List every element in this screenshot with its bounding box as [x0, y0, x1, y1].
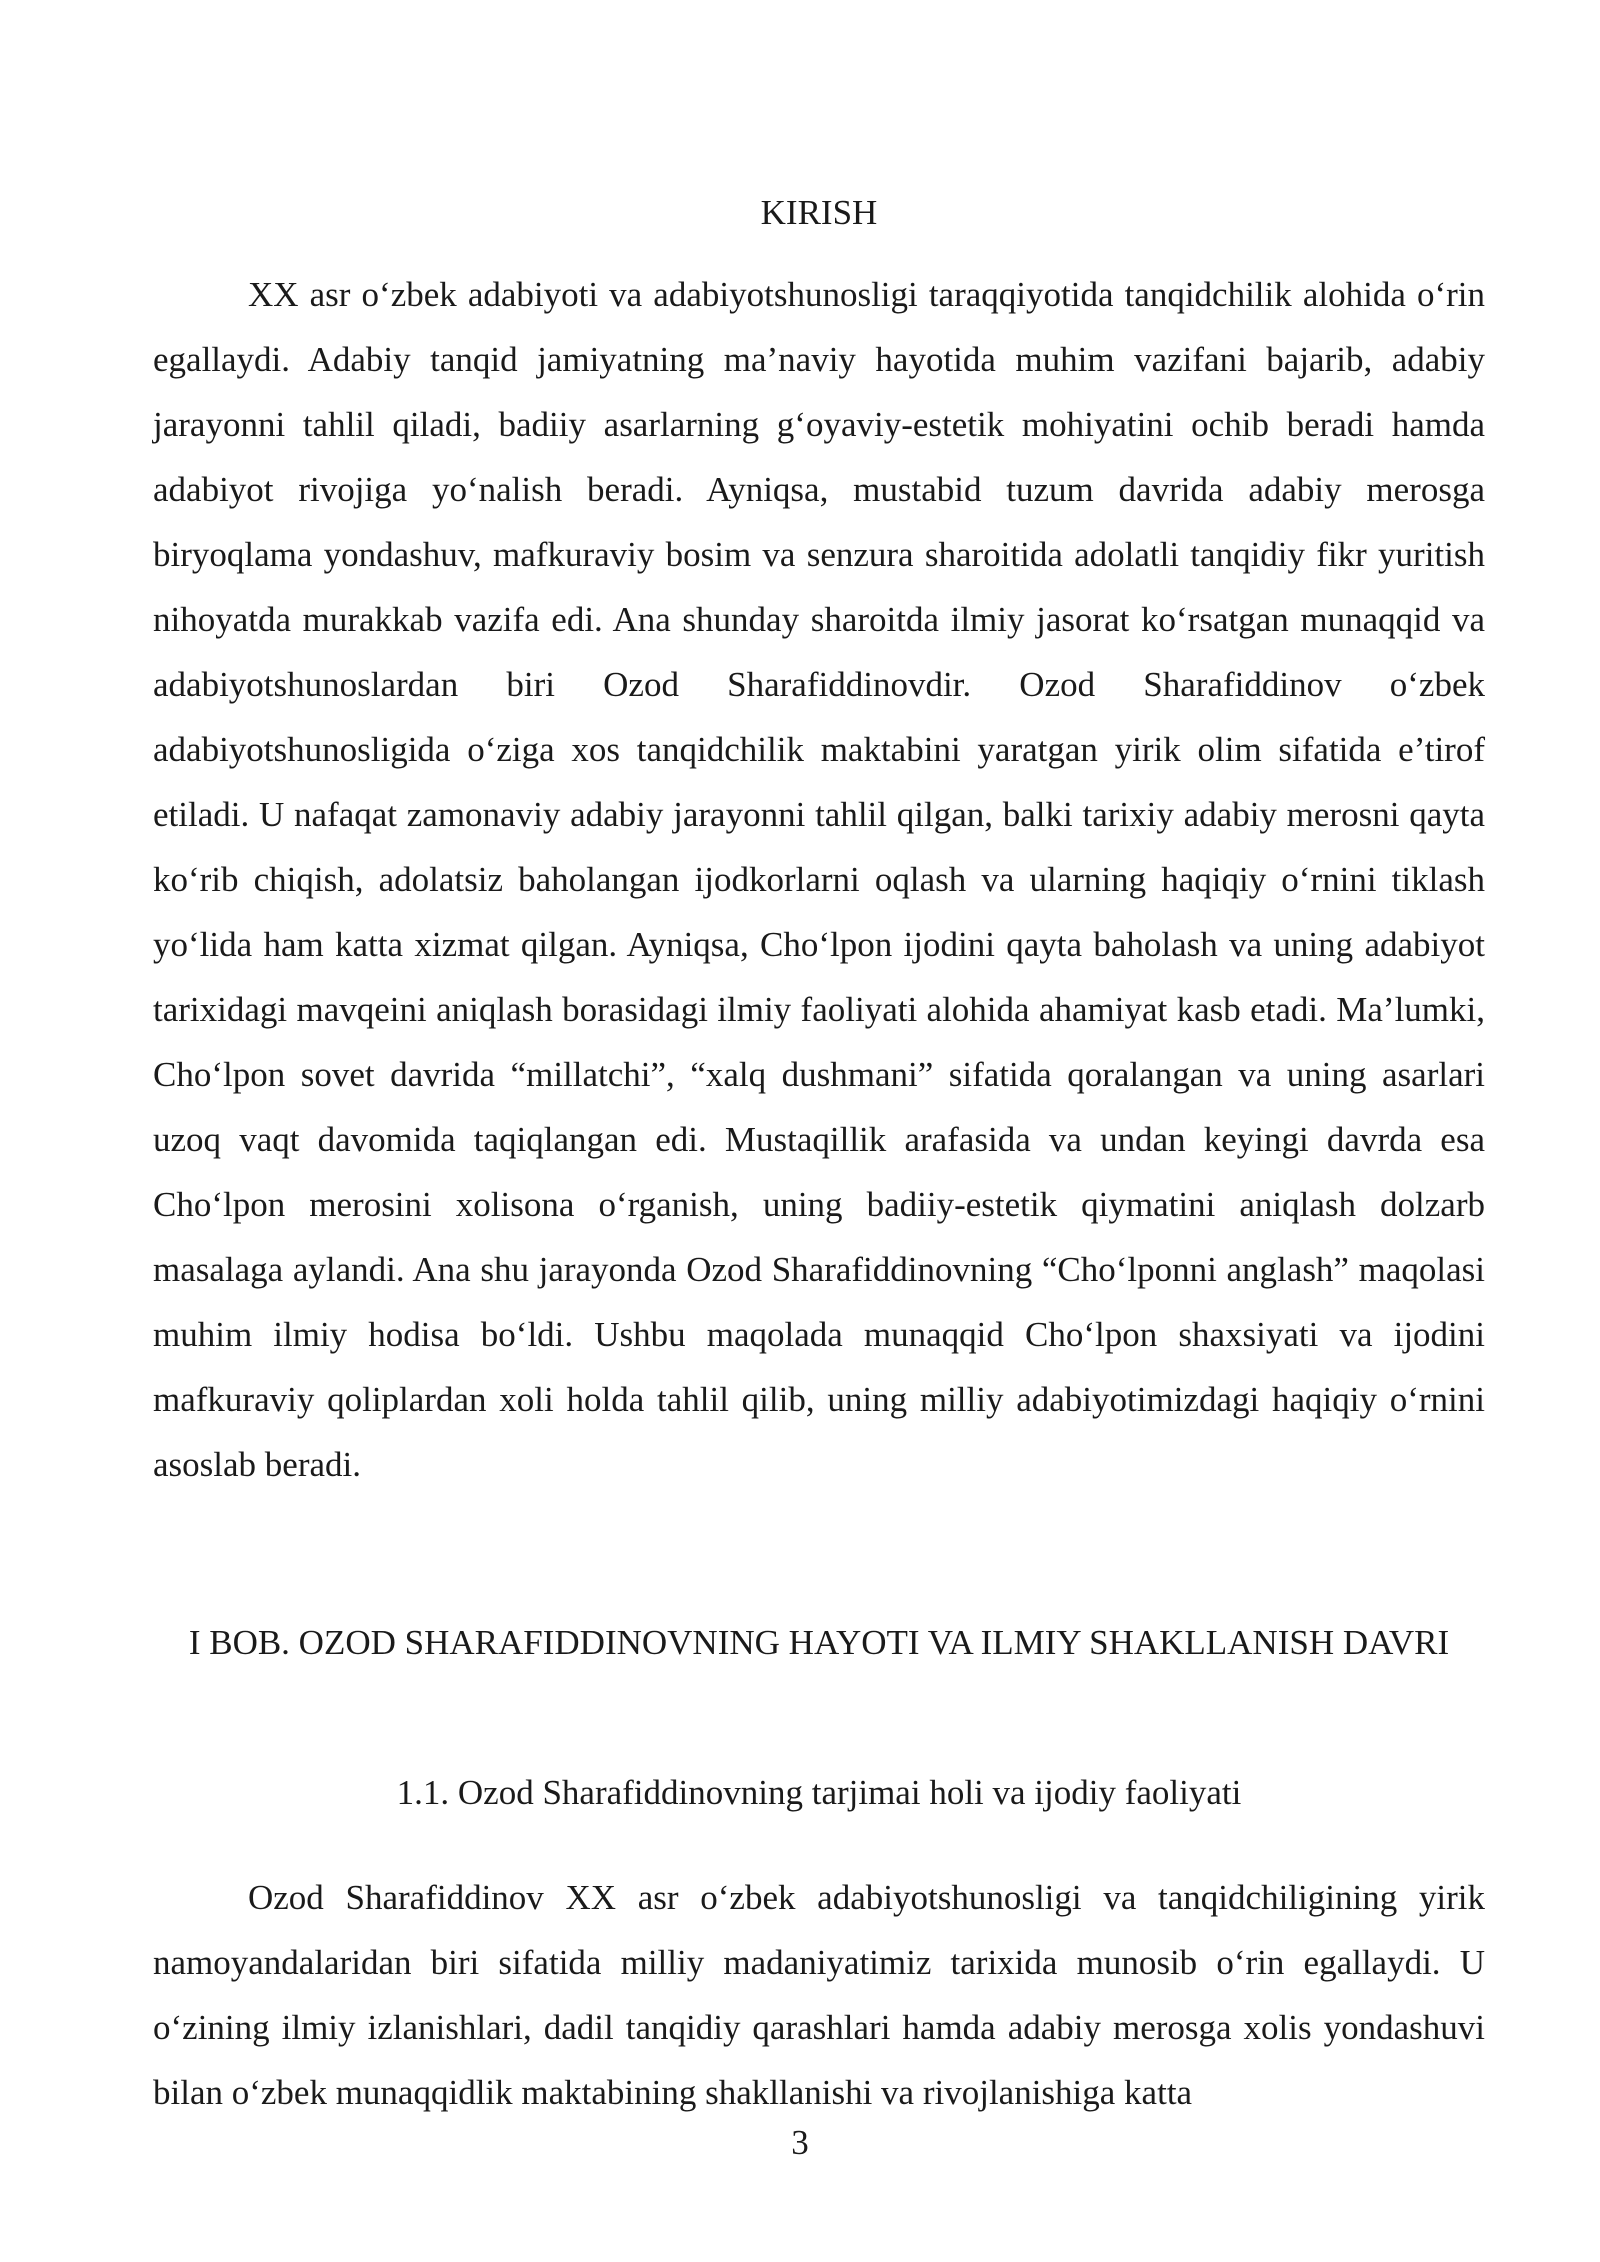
intro-paragraph: XX asr o‘zbek adabiyoti va adabiyotshunosligi taraqqiyotida tanqidchilik alohida o‘rin egallaydi. Adabiy tanqid jamiyatning ma’naviy hayotida muhim vazifani bajarib, adabiy jarayonni tahlil qiladi, badiiy asarlarning g‘oyaviy-estetik mohiyatini ochib beradi hamda adabiyot rivojiga yo‘nalish beradi. Ayniqsa, mustabid tuzum davrida adabiy merosga biryoqlama yondashuv, mafkuraviy bosim va senzura sharoitida adolatli tanqidiy fikr yuritish nihoyatda murakkab vazifa edi. Ana shunday sharoitda ilmiy jasorat ko‘rsatgan munaqqid va adabiyotshunoslardan biri Ozod Sharafiddinovdir. Ozod Sharafiddinov o‘zbek adabiyotshunosligida o‘ziga xos tanqidchilik maktabini yaratgan yirik olim sifatida e’tirof etiladi. U nafaqat zamonaviy adabiy jarayonni tahlil qilgan, balki tarixiy adabiy merosni qayta ko‘rib chiqish, adolatsiz baholangan ijodkorlarni oqlash va ularning haqiqiy o‘rnini tiklash yo‘lida ham katta xizmat qilgan. Ayniqsa, Cho‘lpon ijodini qayta baholash va uning adabiyot tarixidagi mavqeini aniqlash borasidagi ilmiy faoliyati alohida ahamiyat kasb etadi. Ma’lumki, Cho‘lpon sovet davrida “millatchi”, “xalq dushmani” sifatida qoralangan va uning asarlari uzoq vaqt davomida taqiqlangan edi. Mustaqillik arafasida va undan keyingi davrda esa Cho‘lpon merosini xolisona o‘rganish, uning badiiy-estetik qiymatini aniqlash dolzarb masalaga aylandi. Ana shu jarayonda Ozod Sharafiddinovning “Cho‘lponni anglash” maqolasi muhim ilmiy hodisa bo‘ldi. Ushbu maqolada munaqqid Cho‘lpon shaxsiyati va ijodini mafkuraviy qoliplardan xoli holda tahlil qilib, uning milliy adabiyotimizdagi haqiqiy o‘rnini asoslab beradi. — [153, 275, 1485, 1484]
page-number: 3 — [791, 2123, 809, 2162]
section-paragraph: Ozod Sharafiddinov XX asr o‘zbek adabiyotshunosligi va tanqidchiligining yirik namoyandalaridan biri sifatida milliy madaniyatimiz tarixida munosib o‘rin egallaydi. U o‘zining ilmiy izlanishlari, dadil tanqidiy qarashlari hamda adabiy merosga xolis yondashuvi bilan o‘zbek munaqqidlik maktabining shakllanishi va rivojlanishiga katta — [153, 1878, 1485, 2112]
section-title: KIRISH — [760, 193, 878, 232]
chapter-heading: I BOB. OZOD SHARAFIDDINOVNING HAYOTI VA ILMIY SHAKLLANISH DAVRI — [188, 1623, 1450, 1662]
section-heading: 1.1. Ozod Sharafiddinovning tarjimai holi va ijodiy faoliyati — [396, 1773, 1242, 1812]
